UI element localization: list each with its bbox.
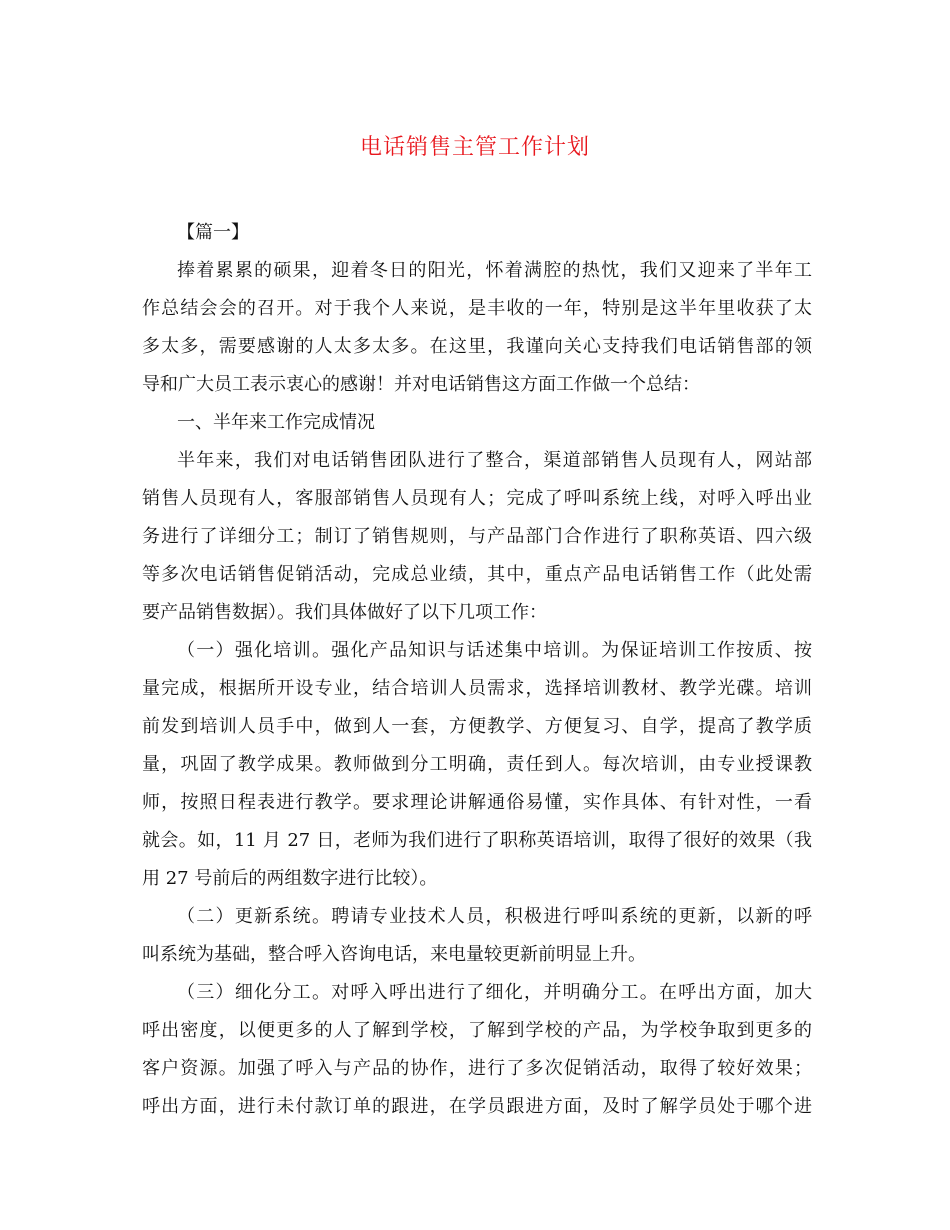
paragraph-line: 要产品销售数据）。我们具体做好了以下几项工作： — [142, 602, 547, 623]
section-heading: 一、半年来工作完成情况 — [177, 412, 375, 433]
paragraph-line: 作总结会会的召开。对于我个人来说，是丰收的一年，特别是这半年里收获了太 — [142, 298, 812, 319]
paragraph-line: 量完成，根据所开设专业，结合培训人员需求，选择培训教材、教学光碟。培训 — [142, 678, 812, 699]
paragraph-line: 捧着累累的硕果，迎着冬日的阳光，怀着满腔的热忱，我们又迎来了半年工 — [177, 260, 812, 281]
paragraph-line: （二）更新系统。聘请专业技术人员，积极进行呼叫系统的更新，以新的呼 — [177, 906, 812, 927]
paragraph-line: 师，按照日程表进行教学。要求理论讲解通俗易懂，实作具体、有针对性，一看 — [142, 792, 812, 813]
paragraph-line: 呼出方面，进行未付款订单的跟进，在学员跟进方面，及时了解学员处于哪个进 — [142, 1096, 812, 1117]
paragraph-line: 客户资源。加强了呼入与产品的协作，进行了多次促销活动，取得了较好效果； — [142, 1058, 812, 1079]
paragraph-line: 用 27 号前后的两组数字进行比较）。 — [142, 868, 438, 889]
paragraph-line: 前发到培训人员手中，做到人一套，方便教学、方便复习、自学，提高了教学质 — [142, 716, 812, 737]
paragraph-line: 导和广大员工表示衷心的感谢！并对电话销售这方面工作做一个总结： — [142, 374, 700, 395]
paragraph-line: （三）细化分工。对呼入呼出进行了细化，并明确分工。在呼出方面，加大 — [177, 982, 812, 1003]
paragraph-line: （一）强化培训。强化产品知识与话述集中培训。为保证培训工作按质、按 — [177, 640, 812, 661]
paragraph-line: 量，巩固了教学成果。教师做到分工明确，责任到人。每次培训，由专业授课教 — [142, 754, 812, 775]
paragraph-line: 叫系统为基础，整合呼入咨询电话，来电量较更新前明显上升。 — [142, 944, 646, 965]
paragraph-line: 等多次电话销售促销活动，完成总业绩，其中，重点产品电话销售工作（此处需 — [142, 564, 812, 585]
paragraph-line: 就会。如，11 月 27 日，老师为我们进行了职称英语培训，取得了很好的效果（我 — [142, 830, 812, 851]
paragraph-line: 半年来，我们对电话销售团队进行了整合，渠道部销售人员现有人，网站部 — [177, 450, 812, 471]
paragraph-line: 销售人员现有人，客服部销售人员现有人；完成了呼叫系统上线，对呼入呼出业 — [142, 488, 812, 509]
document-title: 电话销售主管工作计划 — [359, 135, 590, 160]
paragraph-line: 呼出密度，以便更多的人了解到学校，了解到学校的产品，为学校争取到更多的 — [142, 1020, 812, 1041]
section-heading-part-one: 【篇一】 — [177, 222, 249, 243]
paragraph-line: 务进行了详细分工；制订了销售规则，与产品部门合作进行了职称英语、四六级 — [142, 526, 812, 547]
paragraph-line: 多太多，需要感谢的人太多太多。在这里，我谨向关心支持我们电话销售部的领 — [142, 336, 812, 357]
